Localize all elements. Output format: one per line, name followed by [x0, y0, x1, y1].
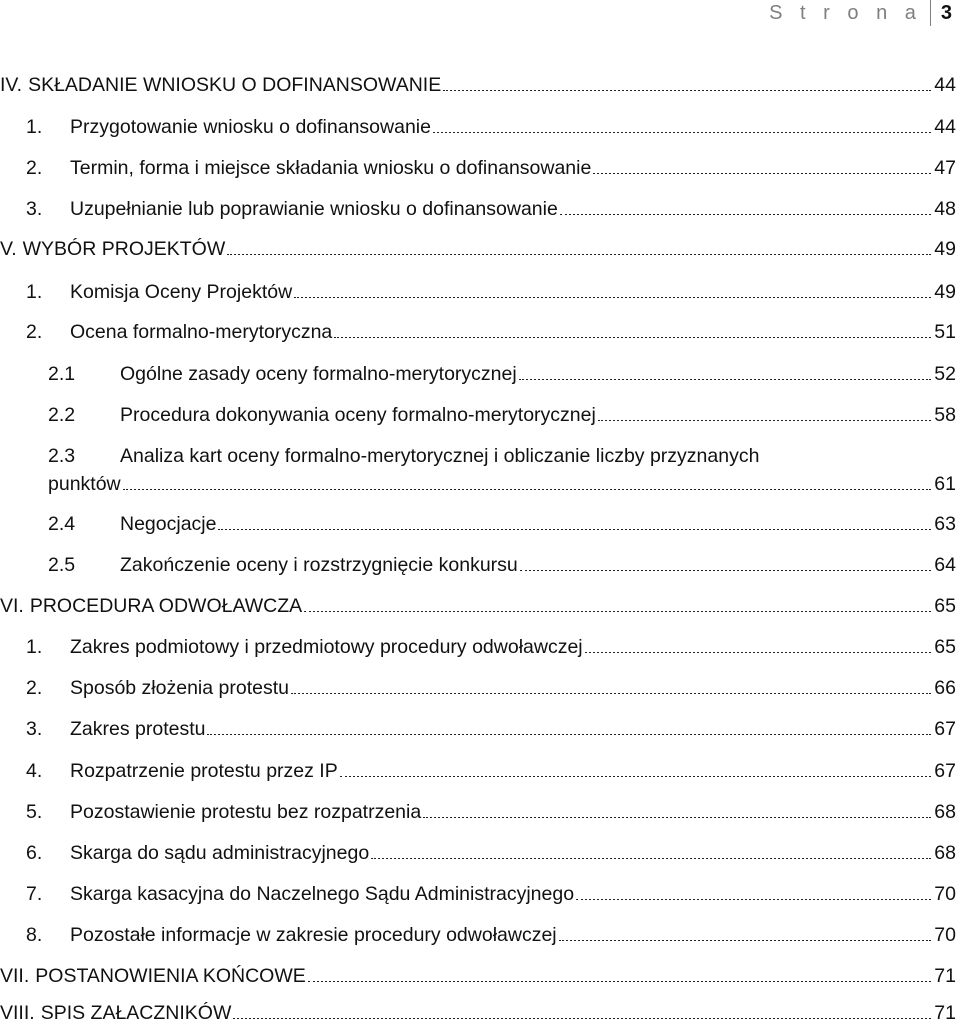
toc-number: 3.: [26, 718, 43, 740]
toc-title: Rozpatrzenie protestu przez IP: [70, 760, 338, 782]
toc-number: 8.: [26, 924, 43, 946]
toc-leader: [334, 334, 931, 338]
toc-title: Zakończenie oceny i rozstrzygnięcie konkursu: [120, 554, 518, 576]
toc-page: 65: [934, 636, 956, 658]
toc-number: 2.: [26, 157, 43, 179]
toc-number: 1.: [26, 636, 43, 658]
toc-page: 68: [934, 801, 956, 823]
toc-title: Skarga kasacyjna do Naczelnego Sądu Administracyjnego: [70, 883, 575, 905]
toc-title: Sposób złożenia protestu: [70, 677, 289, 699]
toc-number: 3.: [26, 198, 43, 220]
toc-number: 2.3: [48, 445, 76, 467]
toc-number: 2.5: [48, 554, 76, 576]
toc-title: Analiza kart oceny formalno-merytorycznej i obliczanie liczby przyznanych: [120, 445, 760, 467]
toc-page: 64: [934, 554, 956, 576]
toc-page: 58: [934, 404, 956, 426]
toc-number: 2.: [26, 677, 43, 699]
toc-page: 71: [934, 965, 956, 987]
toc-leader: [559, 937, 931, 941]
toc-leader: [423, 814, 931, 818]
toc-page: 49: [934, 281, 956, 303]
toc-number: VI.: [0, 595, 24, 617]
toc-leader: [593, 170, 931, 174]
toc-number: 2.4: [48, 513, 76, 535]
toc-entry[interactable]: [0, 963, 956, 989]
toc-page: 65: [934, 595, 956, 617]
toc-page: 63: [934, 513, 956, 535]
toc-leader: [433, 129, 931, 133]
toc-leader: [585, 649, 931, 653]
toc-entry[interactable]: [0, 840, 956, 866]
toc-number: 2.: [26, 321, 43, 343]
toc-leader: [227, 251, 931, 255]
toc-number: IV.: [0, 74, 23, 96]
toc-leader: [291, 690, 931, 694]
toc-leader: [519, 376, 931, 380]
toc-page: 67: [934, 718, 956, 740]
toc-entry[interactable]: [0, 634, 956, 660]
toc-number: 5.: [26, 801, 43, 823]
toc-title: WYBÓR PROJEKTÓW: [22, 238, 226, 260]
toc-entry[interactable]: [0, 758, 956, 784]
toc-entry[interactable]: [0, 922, 956, 948]
toc-number: 2.2: [48, 404, 76, 426]
toc-page: 67: [934, 760, 956, 782]
toc-entry[interactable]: [0, 799, 956, 825]
toc-entry[interactable]: [0, 361, 956, 387]
toc-number: 4.: [26, 760, 43, 782]
toc-entry[interactable]: [0, 402, 956, 428]
toc-entry[interactable]: [0, 279, 956, 305]
toc-entry[interactable]: [0, 236, 956, 262]
toc-entry[interactable]: [0, 114, 956, 140]
toc-title: Komisja Oceny Projektów: [70, 281, 293, 303]
page-number: 3: [940, 1, 952, 24]
toc-entry[interactable]: [0, 155, 956, 181]
toc-leader: [576, 896, 931, 900]
toc-page: 49: [934, 238, 956, 260]
toc-page: 51: [934, 321, 956, 343]
toc-page: 47: [934, 157, 956, 179]
toc-page: 66: [934, 677, 956, 699]
toc-leader: [233, 1015, 931, 1019]
toc-entry[interactable]: [0, 72, 956, 98]
toc-leader: [304, 608, 931, 612]
toc-title: Negocjacje: [120, 513, 217, 535]
toc-number: 1.: [26, 281, 43, 303]
toc-title: Zakres podmiotowy i przedmiotowy procedury odwoławczej: [70, 636, 583, 658]
toc-entry[interactable]: [48, 443, 956, 497]
toc-title: Ocena formalno-merytoryczna: [70, 321, 333, 343]
toc-page: 44: [934, 116, 956, 138]
toc-title: PROCEDURA ODWOŁAWCZA: [29, 595, 303, 617]
toc-leader: [371, 855, 931, 859]
toc-entry[interactable]: [0, 511, 956, 537]
toc-page: 70: [934, 883, 956, 905]
toc-entry[interactable]: [0, 319, 956, 345]
toc-leader: [560, 211, 931, 215]
page-label: S t r o n a: [769, 1, 922, 24]
toc-entry[interactable]: [0, 675, 956, 701]
toc-number: 1.: [26, 116, 43, 138]
toc-title: Pozostałe informacje w zakresie procedury odwoławczej: [70, 924, 557, 946]
toc-number: 6.: [26, 842, 43, 864]
toc-title: SPIS ZAŁACZNIKÓW: [40, 1002, 232, 1024]
toc-title: Zakres protestu: [70, 718, 206, 740]
toc-title: Ogólne zasady oceny formalno-merytorycznej: [120, 363, 517, 385]
toc-title-continued: punktów: [48, 473, 121, 495]
toc-page: 52: [934, 363, 956, 385]
toc-entry[interactable]: [0, 881, 956, 907]
toc-leader: [598, 417, 931, 421]
toc-leader: [207, 731, 931, 735]
toc-number: VII.: [0, 965, 30, 987]
toc-number: 7.: [26, 883, 43, 905]
toc-leader: [294, 294, 931, 298]
toc-title: Skarga do sądu administracyjnego: [70, 842, 370, 864]
toc-title: Termin, forma i miejsce składania wniosku o dofinansowanie: [70, 157, 592, 179]
toc-entry[interactable]: [0, 593, 956, 619]
toc-page: 61: [934, 473, 956, 495]
toc-title: SKŁADANIE WNIOSKU O DOFINANSOWANIE: [28, 74, 442, 96]
toc-title: POSTANOWIENIA KOŃCOWE: [35, 965, 306, 987]
toc-leader: [123, 486, 931, 490]
toc-leader: [218, 526, 931, 530]
toc-leader: [340, 773, 931, 777]
toc-entry[interactable]: [0, 716, 956, 742]
toc-page: 68: [934, 842, 956, 864]
toc-number: 2.1: [48, 363, 76, 385]
toc-title: Przygotowanie wniosku o dofinansowanie: [70, 116, 431, 138]
toc-entry[interactable]: [0, 552, 956, 578]
toc-entry[interactable]: [0, 1000, 956, 1026]
toc-title: Procedura dokonywania oceny formalno-merytorycznej: [120, 404, 596, 426]
toc-page: 71: [934, 1002, 956, 1024]
toc-number: V.: [0, 238, 17, 260]
toc-leader: [308, 978, 931, 982]
toc-number: VIII.: [0, 1002, 35, 1024]
toc-entry[interactable]: [0, 196, 956, 222]
toc-title: Pozostawienie protestu bez rozpatrzenia: [70, 801, 422, 823]
toc-page: 44: [934, 74, 956, 96]
toc-leader: [443, 87, 931, 91]
toc-leader: [520, 567, 931, 571]
toc-page: 70: [934, 924, 956, 946]
toc-page: 48: [934, 198, 956, 220]
toc-title: Uzupełnianie lub poprawianie wniosku o dofinansowanie: [70, 198, 558, 220]
